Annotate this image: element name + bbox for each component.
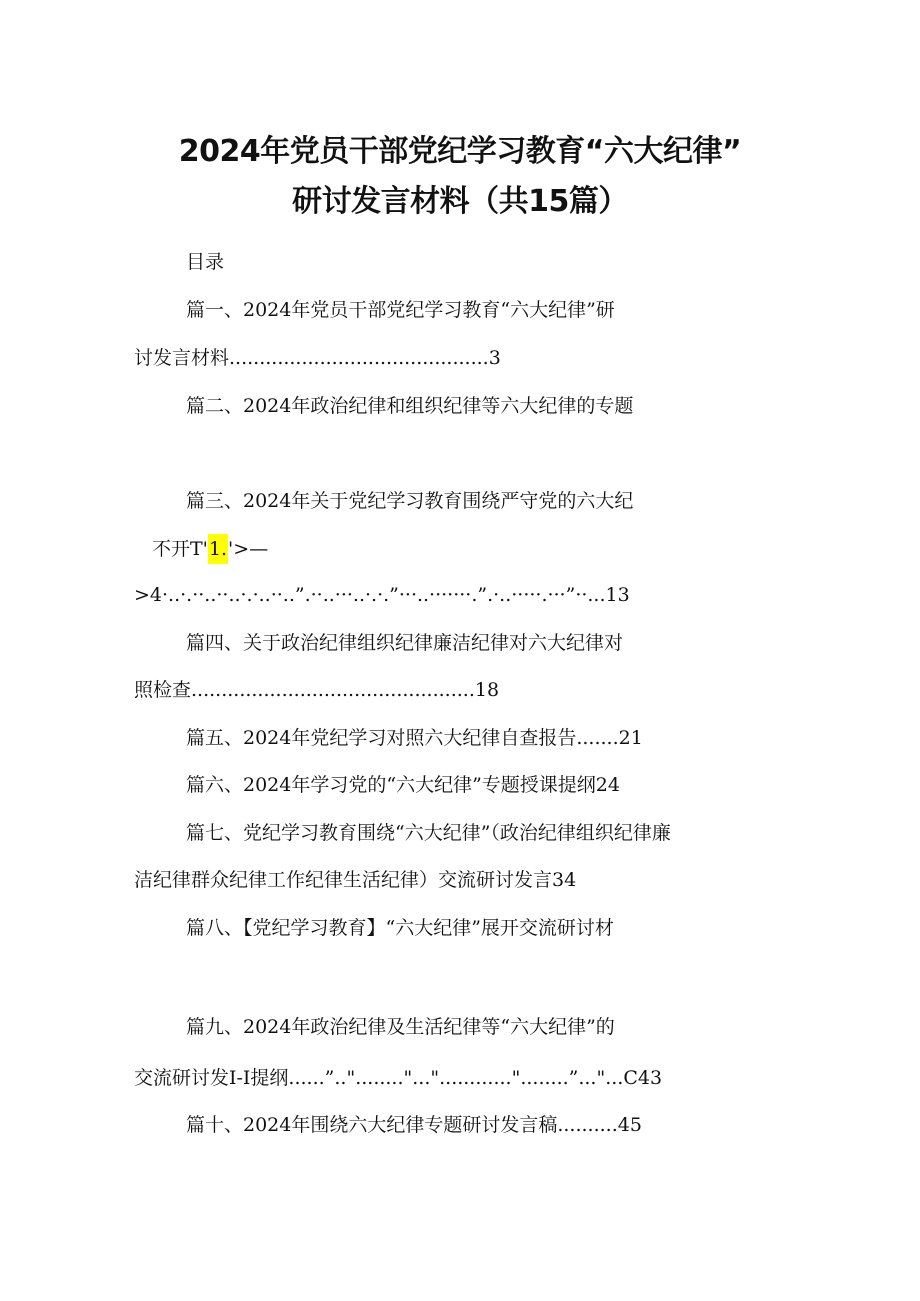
toc-line-13: 篇八、【党纪学习教育】“六大纪律”展开交流研讨材 — [186, 917, 614, 939]
toc-line-8: 照检查...............................................18 — [134, 679, 500, 701]
toc-line-6: >4·..·.··..··..·.·..··..”.··..···..·.·.”···..·······.”.·..·····.···”··...13 — [134, 584, 630, 606]
highlighted-text: 1. — [208, 534, 228, 564]
toc-line-11: 篇七、党纪学习教育围绕“六大纪律”（政治纪律组织纪律廉 — [186, 822, 671, 844]
toc-heading: 目录 — [186, 251, 225, 273]
toc-line-14: 篇九、2024年政治纪律及生活纪律等“六大纪律”的 — [186, 1016, 615, 1038]
toc-line-9: 篇五、2024年党纪学习对照六大纪律自查报告.......21 — [186, 727, 643, 749]
toc-line-5-text-c: '>— — [228, 538, 269, 560]
toc-line-4: 篇三、2024年关于党纪学习教育围绕严守党的六大纪 — [186, 490, 634, 512]
toc-line-5 — [152, 535, 268, 563]
toc-line-3: 篇二、2024年政治纪律和组织纪律等六大纪律的专题 — [186, 395, 634, 417]
toc-line-12: 洁纪律群众纪律工作纪律生活纪律）交流研讨发言34 — [134, 869, 577, 891]
toc-line-7: 篇四、关于政治纪律组织纪律廉洁纪律对六大纪律对 — [186, 632, 624, 654]
toc-line-10: 篇六、2024年学习党的“六大纪律”专题授课提纲24 — [186, 774, 620, 796]
document-title-line-1: 2024年党员干部党纪学习教育“六大纪律” — [178, 134, 742, 169]
toc-line-2: 讨发言材料...........................................3 — [134, 347, 501, 369]
toc-line-1: 篇一、2024年党员干部党纪学习教育“六大纪律”研 — [186, 299, 615, 321]
document-title-line-2: 研讨发言材料（共15篇） — [292, 184, 628, 219]
toc-line-16: 篇十、2024年围绕六大纪律专题研讨发言稿..........45 — [186, 1114, 642, 1136]
toc-line-15: 交流研讨发I-I提纲......”.."........"..."............"........”..."...C43 — [134, 1067, 663, 1089]
toc-line-5-text-a: 不开T' — [152, 538, 208, 560]
